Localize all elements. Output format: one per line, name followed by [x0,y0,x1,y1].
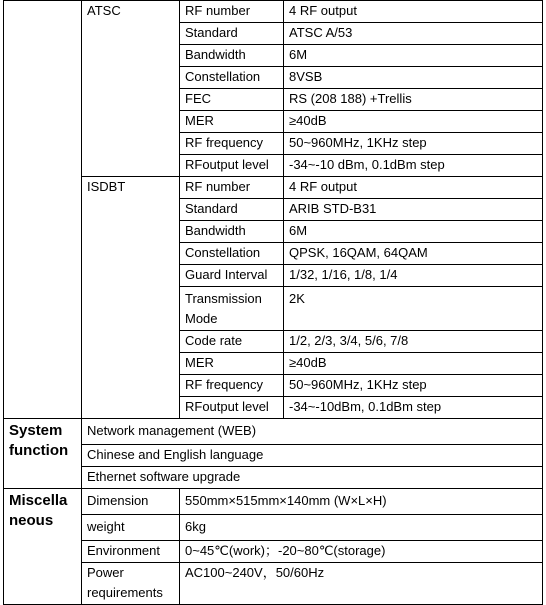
param-value: QPSK, 16QAM, 64QAM [284,243,543,265]
param-name: MER [180,353,284,375]
param-name: RFoutput level [180,155,284,177]
param-value: 50~960MHz, 1KHz step [284,375,543,397]
param-value: ARIB STD-B31 [284,199,543,221]
mode-label-atsc: ATSC [82,1,180,177]
table-row [4,177,543,199]
param-name: Transmission Mode [180,287,284,331]
param-value: 6M [284,221,543,243]
param-name: Guard Interval [180,265,284,287]
param-name: Environment [82,541,180,563]
param-value: RS (208 188) +Trellis [284,89,543,111]
param-value: 2K [284,287,543,331]
spec-table [3,0,543,605]
category-miscellaneous: Miscella neous [4,489,82,605]
param-name: Standard [180,199,284,221]
mode-label-isdbt: ISDBT [82,177,180,419]
param-value: 1/2, 2/3, 3/4, 5/6, 7/8 [284,331,543,353]
feature-item: Ethernet software upgrade [82,467,543,489]
category-system-function: System function [4,419,82,489]
param-name: Bandwidth [180,221,284,243]
param-name: weight [82,515,180,541]
param-value: 4 RF output [284,177,543,199]
param-value: 50~960MHz, 1KHz step [284,133,543,155]
feature-item: Network management (WEB) [82,419,543,445]
param-name: Standard [180,23,284,45]
table-row [4,419,543,445]
param-value: 8VSB [284,67,543,89]
param-value: ATSC A/53 [284,23,543,45]
table-row [4,541,543,563]
param-name: Constellation [180,67,284,89]
table-row [4,515,543,541]
feature-item: Chinese and English language [82,445,543,467]
param-value: 6M [284,45,543,67]
param-name: Constellation [180,243,284,265]
param-name: MER [180,111,284,133]
param-value: 550mm×515mm×140mm (W×L×H) [180,489,543,515]
param-value: -34~-10dBm, 0.1dBm step [284,397,543,419]
param-name: Power requirements [82,563,180,605]
param-name: RF number [180,177,284,199]
table-row [4,563,543,605]
param-value: 0~45℃(work)；-20~80℃(storage) [180,541,543,563]
param-value: 4 RF output [284,1,543,23]
param-value: -34~-10 dBm, 0.1dBm step [284,155,543,177]
param-name: RF number [180,1,284,23]
param-value: AC100~240V，50/60Hz [180,563,543,605]
param-value: ≥40dB [284,353,543,375]
table-row [4,467,543,489]
category-cell-empty [4,1,82,419]
param-value: ≥40dB [284,111,543,133]
param-value: 6kg [180,515,543,541]
param-name: Bandwidth [180,45,284,67]
param-name: Dimension [82,489,180,515]
table-row [4,1,543,23]
param-name: RF frequency [180,133,284,155]
table-row [4,445,543,467]
param-name: RFoutput level [180,397,284,419]
param-value: 1/32, 1/16, 1/8, 1/4 [284,265,543,287]
table-row [4,489,543,515]
param-name: FEC [180,89,284,111]
param-name: RF frequency [180,375,284,397]
param-name: Code rate [180,331,284,353]
